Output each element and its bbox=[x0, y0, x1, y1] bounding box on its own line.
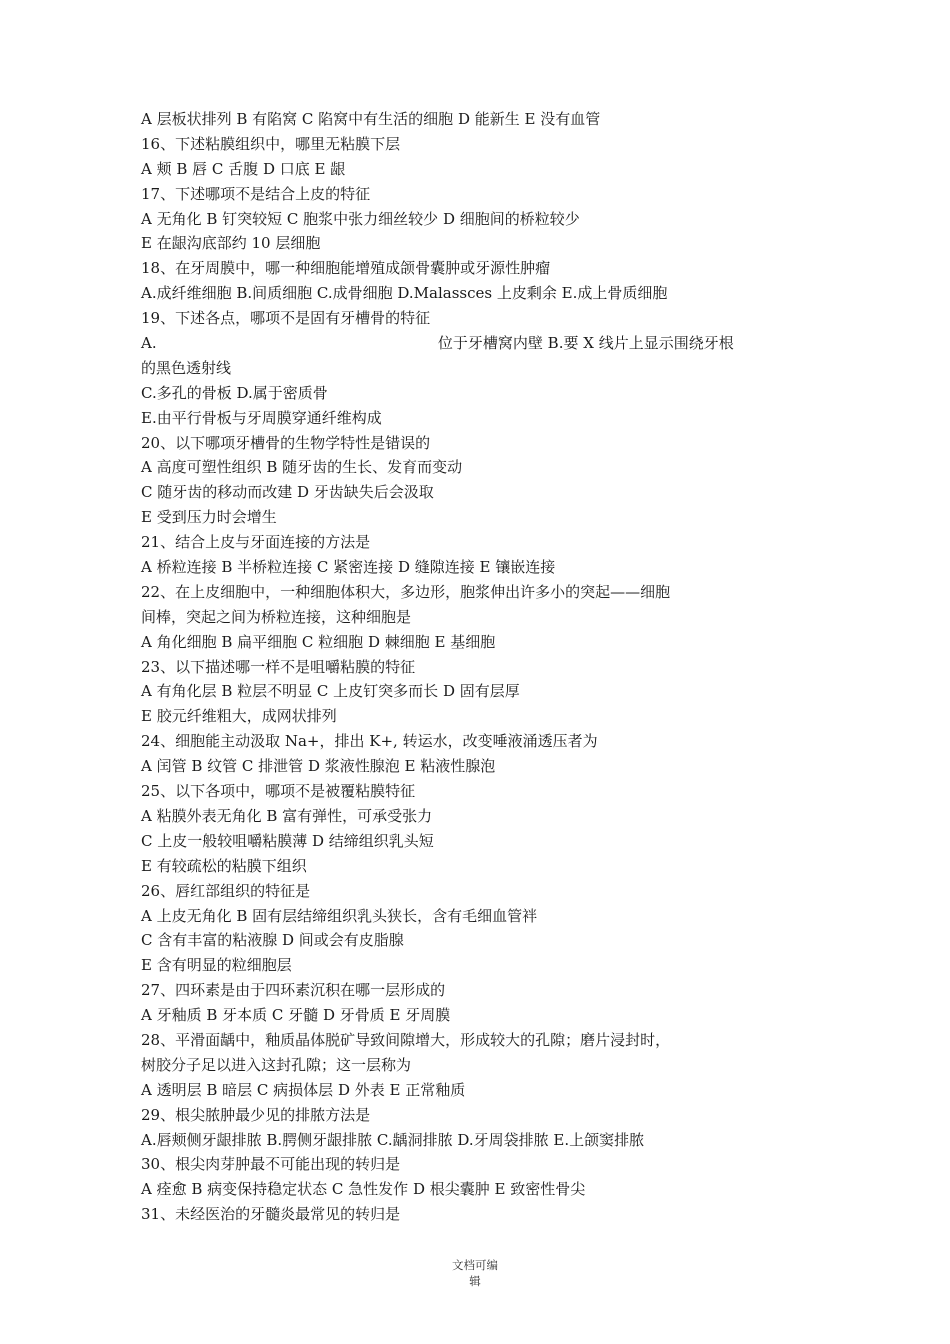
question-24: 24、细胞能主动汲取 Na+，排出 K+, 转运水，改变唾液涌透压者为 bbox=[141, 732, 598, 751]
options-30: A 痊愈 B 病变保持稳定状态 C 急性发作 D 根尖囊肿 E 致密性骨尖 bbox=[141, 1180, 586, 1199]
options-21: A 桥粒连接 B 半桥粒连接 C 紧密连接 D 缝隙连接 E 镶嵌连接 bbox=[141, 558, 556, 577]
question-18: 18、在牙周膜中，哪一种细胞能增殖成颌骨囊肿或牙源性肿瘤 bbox=[141, 259, 551, 278]
question-28: 28、平滑面龋中，釉质晶体脱矿导致间隙增大，形成较大的孔隙；磨片浸封时， bbox=[141, 1030, 671, 1049]
document-body bbox=[141, 107, 751, 1227]
options-17: A 无角化 B 钉突较短 C 胞浆中张力细丝较少 D 细胞间的桥粒较少 bbox=[141, 209, 580, 228]
options-19: A. 位于牙槽窝内壁 B.要 X 线片上显示围绕牙根 bbox=[141, 334, 734, 353]
options-24: A 闰管 B 纹管 C 排泄管 D 浆液性腺泡 E 粘液性腺泡 bbox=[141, 757, 496, 776]
options-27: A 牙釉质 B 牙本质 C 牙髓 D 牙骨质 E 牙周膜 bbox=[141, 1006, 451, 1025]
page-footer bbox=[0, 1257, 950, 1289]
options-23-cont: E 胶元纤维粗大，成网状排列 bbox=[141, 707, 337, 726]
options-26-cont: C 含有丰富的粘液腺 D 间或会有皮脂腺 bbox=[141, 931, 404, 950]
options-28: A 透明层 B 暗层 C 病损体层 D 外表 E 正常釉质 bbox=[141, 1080, 466, 1099]
question-21: 21、结合上皮与牙面连接的方法是 bbox=[141, 533, 371, 552]
question-17: 17、下述哪项不是结合上皮的特征 bbox=[141, 184, 371, 203]
options-23: A 有角化层 B 粒层不明显 C 上皮钉突多而长 D 固有层厚 bbox=[141, 682, 520, 701]
options-20-cont: C 随牙齿的移动而改建 D 牙齿缺失后会汲取 bbox=[141, 483, 434, 502]
options-16: A 颊 B 唇 C 舌腹 D 口底 E 龈 bbox=[141, 159, 346, 178]
question-19: 19、下述各点，哪项不是固有牙槽骨的特征 bbox=[141, 309, 431, 328]
options-22: A 角化细胞 B 扁平细胞 C 粒细胞 D 棘细胞 E 基细胞 bbox=[141, 632, 496, 651]
options-26: A 上皮无角化 B 固有层结缔组织乳头狭长，含有毛细血管袢 bbox=[141, 906, 538, 925]
question-25: 25、以下各项中，哪项不是被覆粘膜特征 bbox=[141, 782, 416, 801]
question-26: 26、唇红部组织的特征是 bbox=[141, 881, 311, 900]
footer-line-2: 辑 bbox=[469, 1274, 481, 1288]
options-19-cont: E.由平行骨板与牙周膜穿通纤维构成 bbox=[141, 408, 382, 427]
question-16: 16、下述粘膜组织中，哪里无粘膜下层 bbox=[141, 134, 401, 153]
text-line: A 层板状排列 B 有陷窝 C 陷窝中有生活的细胞 D 能新生 E 没有血管 bbox=[141, 110, 601, 128]
options-26-cont: E 含有明显的粒细胞层 bbox=[141, 956, 292, 975]
options-18: A.成纤维细胞 B.间质细胞 C.成骨细胞 D.Malassces 上皮剩余 E.成上骨质细胞 bbox=[141, 284, 668, 303]
question-22-cont: 间棒，突起之间为桥粒连接，这种细胞是 bbox=[141, 607, 412, 626]
footer-line-1: 文档可编 bbox=[452, 1258, 498, 1272]
question-31: 31、未经医治的牙髓炎最常见的转归是 bbox=[141, 1205, 401, 1224]
options-20: A 高度可塑性组织 B 随牙齿的生长、发育而变动 bbox=[141, 458, 463, 477]
question-20: 20、以下哪项牙槽骨的生物学特性是错误的 bbox=[141, 433, 431, 452]
question-30: 30、根尖肉芽肿最不可能出现的转归是 bbox=[141, 1155, 401, 1174]
question-29: 29、根尖脓肿最少见的排脓方法是 bbox=[141, 1105, 371, 1124]
options-25-cont: C 上皮一般较咀嚼粘膜薄 D 结缔组织乳头短 bbox=[141, 831, 434, 850]
question-23: 23、以下描述哪一样不是咀嚼粘膜的特征 bbox=[141, 657, 416, 676]
options-17-cont: E 在龈沟底部约 10 层细胞 bbox=[141, 234, 321, 253]
options-19-cont: 的黑色透射线 bbox=[141, 358, 232, 377]
question-27: 27、四环素是由于四环素沉积在哪一层形成的 bbox=[141, 981, 446, 1000]
options-19-cont: C.多孔的骨板 D.属于密质骨 bbox=[141, 383, 328, 402]
options-25-cont: E 有较疏松的粘膜下组织 bbox=[141, 856, 307, 875]
options-29: A.唇颊侧牙龈排脓 B.腭侧牙龈排脓 C.龋洞排脓 D.牙周袋排脓 E.上颌窦排脓 bbox=[141, 1130, 645, 1149]
question-22: 22、在上皮细胞中，一种细胞体积大，多边形，胞浆伸出许多小的突起——细胞 bbox=[141, 582, 671, 601]
options-25: A 粘膜外表无角化 B 富有弹性，可承受张力 bbox=[141, 806, 433, 825]
options-20-cont: E 受到压力时会增生 bbox=[141, 508, 277, 527]
question-28-cont: 树胶分子足以进入这封孔隙；这一层称为 bbox=[141, 1055, 412, 1074]
